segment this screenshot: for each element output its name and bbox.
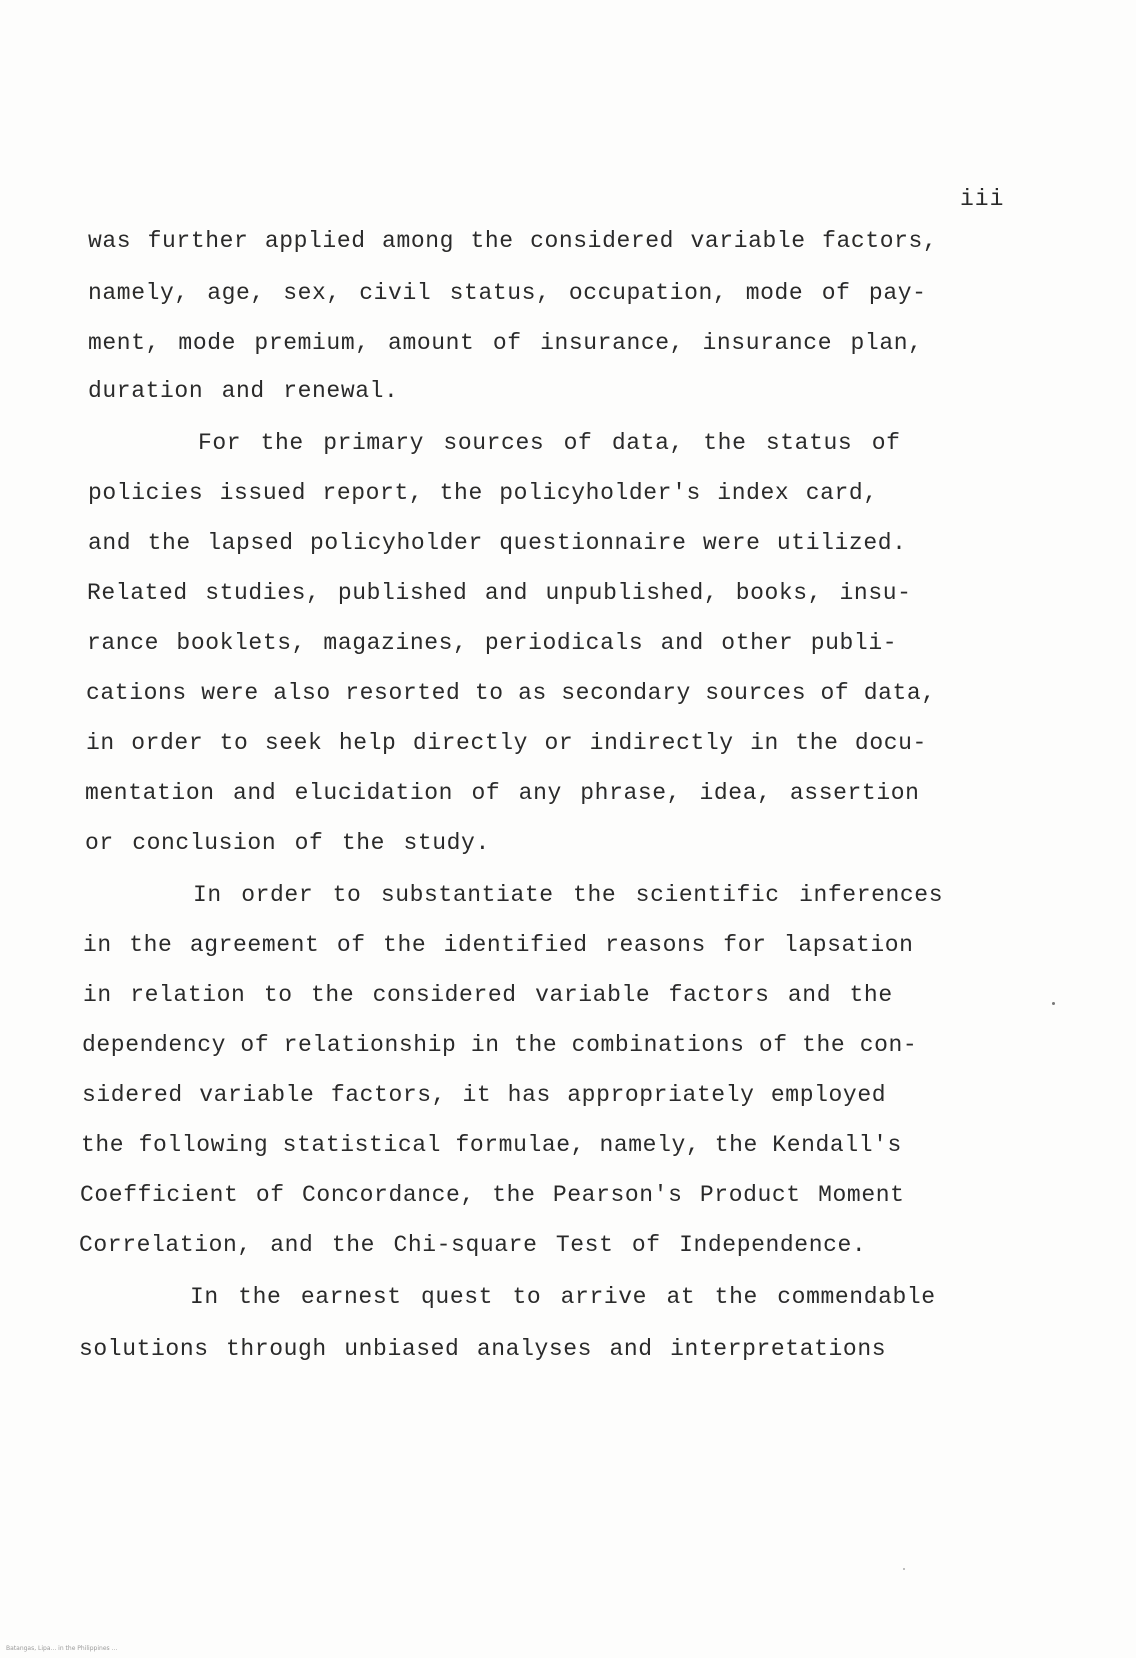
text-line: ment, mode premium, amount of insurance, insurance plan, [88, 330, 923, 356]
text-line: was further applied among the considered variable factors, [88, 228, 938, 254]
text-line: the following statistical formulae, namely, the Kendall's [81, 1132, 902, 1158]
scan-speck [1052, 1002, 1055, 1005]
text-line: rance booklets, magazines, periodicals and other publi- [87, 630, 898, 656]
text-line: dependency of relationship in the combinations of the con- [82, 1032, 918, 1058]
text-line: For the primary sources of data, the status of [198, 430, 901, 456]
text-line: sidered variable factors, it has appropriately employed [82, 1082, 887, 1108]
text-line: cations were also resorted to as secondary sources of data, [86, 680, 936, 706]
text-line: In the earnest quest to arrive at the commendable [190, 1284, 936, 1310]
scan-speck [903, 1568, 905, 1570]
text-line: duration and renewal. [88, 378, 399, 404]
text-line: In order to substantiate the scientific inferences [193, 882, 944, 908]
text-line: Coefficient of Concordance, the Pearson's Product Moment [80, 1182, 905, 1208]
scan-footer-text: Batangas, Lipa... in the Philippines ... [6, 1645, 118, 1652]
text-line: policies issued report, the policyholder's index card, [88, 480, 878, 506]
text-line: and the lapsed policyholder questionnaire were utilized. [88, 530, 907, 556]
text-line: or conclusion of the study. [85, 830, 490, 856]
text-line: Correlation, and the Chi-square Test of Independence. [79, 1232, 867, 1258]
page-number: iii [960, 186, 1005, 212]
text-line: mentation and elucidation of any phrase, idea, assertion [85, 780, 920, 806]
text-line: in order to seek help directly or indirectly in the docu- [86, 730, 927, 756]
text-line: namely, age, sex, civil status, occupation, mode of pay- [88, 280, 927, 306]
text-line: solutions through unbiased analyses and interpretations [79, 1336, 887, 1362]
text-line: in the agreement of the identified reasons for lapsation [83, 932, 914, 958]
text-line: Related studies, published and unpublished, books, insu- [87, 580, 912, 606]
text-line: in relation to the considered variable factors and the [83, 982, 893, 1008]
